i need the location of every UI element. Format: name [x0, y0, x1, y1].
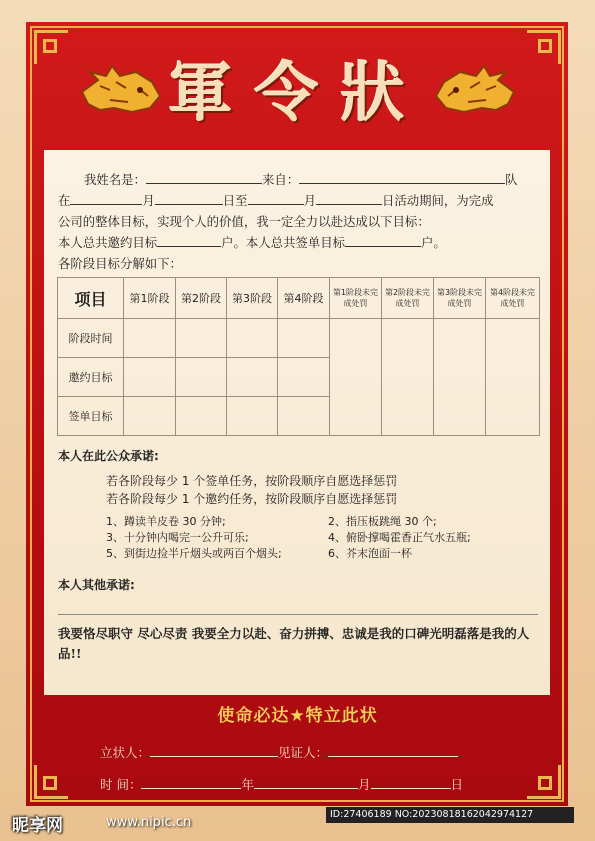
form-line-breakdown: 各阶段目标分解如下：: [58, 256, 182, 271]
watermark-id: ID:27406189 NO:20230818162042974127: [326, 807, 574, 823]
watermark-url: www.nipic.cn: [106, 815, 192, 830]
other-pledge-text: 我要恪尽职守 尽心尽责 我要全力以赴、奋力拼搏、忠诚是我的口碑光明磊落是我的人品!!: [58, 626, 530, 661]
team-field[interactable]: [299, 170, 505, 184]
penalty-cell[interactable]: [382, 319, 434, 436]
row-label: 阶段时间: [58, 319, 124, 358]
table-cell[interactable]: [227, 358, 278, 397]
penalty-item: 1、蹲读羊皮卷 30 分钟;: [106, 515, 226, 528]
penalty-item: 4、俯卧撑喝霍香正气水五瓶;: [328, 531, 471, 544]
row-label: 邀约目标: [58, 358, 124, 397]
penalty-item: 5、到街边捡半斤烟头或两百个烟头;: [106, 547, 282, 560]
penalty-header: 第2阶段未完成处罚: [382, 278, 434, 319]
penalty-rule: 若各阶段每少 1 个签单任务，按阶段顺序自愿选择惩罚: [106, 474, 398, 488]
penalty-item: 2、指压板跳绳 30 个;: [328, 515, 437, 528]
table-corner-cell: 项目: [58, 278, 124, 319]
day-field[interactable]: [371, 775, 451, 789]
table-cell[interactable]: [278, 319, 330, 358]
sign-unit: 户。: [421, 235, 446, 250]
invite-target-field[interactable]: [157, 233, 221, 247]
table-cell[interactable]: [176, 397, 227, 436]
row-label: 签单目标: [58, 397, 124, 436]
penalty-header: 第4阶段未完成处罚: [486, 278, 540, 319]
penalty-cell[interactable]: [434, 319, 486, 436]
witness-label: 见证人：: [278, 745, 329, 760]
table-cell[interactable]: [124, 319, 176, 358]
form-line-period: [58, 191, 493, 209]
team-suffix: 队: [505, 172, 518, 187]
end-month-field[interactable]: [248, 191, 304, 205]
period-text-1: 在: [58, 193, 71, 208]
table-cell[interactable]: [227, 397, 278, 436]
period-text-2: 月: [142, 193, 155, 208]
period-text-5: 日活动期间，为完成: [381, 193, 494, 208]
from-label: 来自：: [261, 172, 300, 187]
page-title: 軍令狀: [168, 56, 427, 131]
other-pledge-title: 本人其他承诺:: [58, 578, 135, 592]
table-cell[interactable]: [176, 358, 227, 397]
public-pledge-title: 本人在此公众承诺:: [58, 449, 159, 463]
stage-header: 第4阶段: [278, 278, 330, 319]
penalty-cell[interactable]: [330, 319, 382, 436]
penalty-header: 第1阶段未完成处罚: [330, 278, 382, 319]
table-cell[interactable]: [124, 397, 176, 436]
penalty-header: 第3阶段未完成处罚: [434, 278, 486, 319]
corner-ornament-bottom-right: [527, 765, 561, 799]
form-line-goal: 公司的整体目标，实现个人的价值，我一定全力以赴达成以下目标：: [58, 214, 430, 229]
table-cell[interactable]: [227, 319, 278, 358]
signer-label: 立状人：: [100, 745, 151, 760]
table-cell[interactable]: [176, 319, 227, 358]
table-cell[interactable]: [278, 397, 330, 436]
corner-ornament-bottom-left: [34, 765, 68, 799]
penalty-item: 6、芥末泡面一杯: [328, 547, 412, 560]
stage-goal-table: [57, 277, 540, 436]
invite-unit: 户。: [221, 235, 246, 250]
table-cell[interactable]: [278, 358, 330, 397]
month-field[interactable]: [254, 775, 358, 789]
end-day-field[interactable]: [316, 191, 382, 205]
stage-header: 第3阶段: [227, 278, 278, 319]
stage-header: 第2阶段: [176, 278, 227, 319]
signature-line: [100, 743, 458, 761]
sign-target-label: 本人总共签单目标: [245, 235, 346, 250]
penalty-item: 3、十分钟内喝完一公升可乐;: [106, 531, 249, 544]
table-header-row: [58, 278, 540, 319]
name-label: 我姓名是：: [84, 172, 146, 187]
penalty-rule: 若各阶段每少 1 个邀约任务，按阶段顺序自愿选择惩罚: [106, 492, 398, 506]
form-line-name: [58, 170, 518, 188]
mission-slogan: 使命必达★特立此状: [217, 706, 378, 726]
start-day-field[interactable]: [155, 191, 223, 205]
divider: [58, 614, 538, 615]
penalty-cell[interactable]: [486, 319, 540, 436]
start-month-field[interactable]: [70, 191, 142, 205]
day-label: 日: [450, 777, 464, 792]
period-text-4: 月: [303, 193, 316, 208]
year-field[interactable]: [141, 775, 241, 789]
name-field[interactable]: [146, 170, 262, 184]
stage-header: 第1阶段: [124, 278, 176, 319]
period-text-3: 日至: [222, 193, 248, 208]
table-cell[interactable]: [124, 358, 176, 397]
date-label: 时 间：: [100, 777, 142, 792]
date-line: [100, 775, 463, 793]
year-label: 年: [241, 777, 254, 792]
form-line-targets: [58, 233, 446, 251]
invite-target-label: 本人总共邀约目标: [58, 235, 158, 250]
watermark-logo: 昵享网: [12, 816, 63, 836]
signer-field[interactable]: [150, 743, 278, 757]
sign-target-field[interactable]: [345, 233, 421, 247]
table-row: [58, 319, 540, 358]
month-label: 月: [358, 777, 371, 792]
witness-field[interactable]: [328, 743, 458, 757]
